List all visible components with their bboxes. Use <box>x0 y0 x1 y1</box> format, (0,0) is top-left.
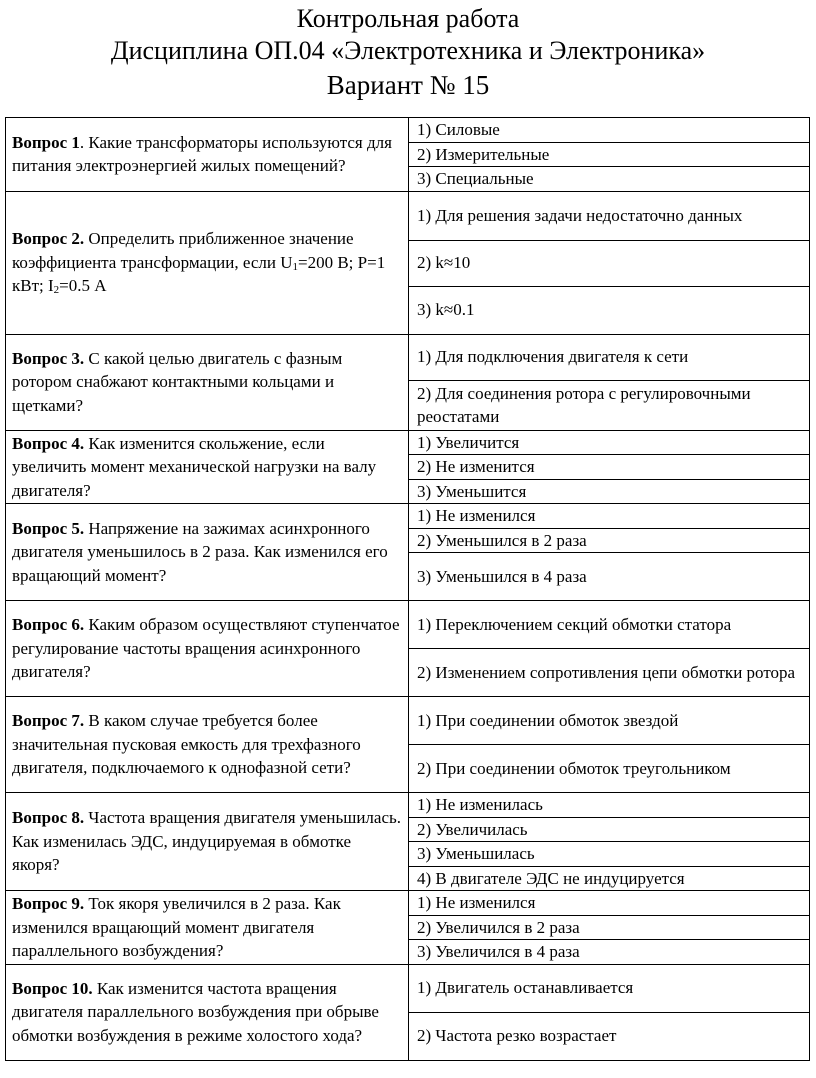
answer-2-1: 1) Для решения задачи недостаточно данных <box>409 191 810 240</box>
answer-2-3: 3) k≈0.1 <box>409 286 810 334</box>
table-row <box>6 601 810 649</box>
question-3: Вопрос 3. С какой целью двигатель с фазным ротором снабжают контактными кольцами и щетками? <box>6 334 409 430</box>
answer-3-2: 2) Для соединения ротора с регулировочными реостатами <box>409 380 810 430</box>
table-row <box>6 334 810 380</box>
answer-5-1: 1) Не изменился <box>409 504 810 529</box>
answer-7-1: 1) При соединении обмоток звездой <box>409 697 810 745</box>
table-row <box>6 430 810 455</box>
answer-8-3: 3) Уменьшилась <box>409 842 810 867</box>
table-row <box>6 191 810 240</box>
answer-1-1: 1) Силовые <box>409 118 810 143</box>
answer-9-2: 2) Увеличился в 2 раза <box>409 915 810 940</box>
answer-8-2: 2) Увеличилась <box>409 817 810 842</box>
answer-1-3: 3) Специальные <box>409 167 810 192</box>
document-header <box>0 0 816 103</box>
answer-4-1: 1) Увеличится <box>409 430 810 455</box>
answer-6-1: 1) Переключением секций обмотки статора <box>409 601 810 649</box>
table-row <box>6 697 810 745</box>
answer-10-1: 1) Двигатель останавливается <box>409 964 810 1012</box>
question-2: Вопрос 2. Определить приближенное значение коэффициента трансформации, если $U_1=200$ В; P=1 кВт; $I_2=0.5$ А <box>6 191 409 334</box>
question-7: Вопрос 7. В каком случае требуется более значительная пусковая емкость для трехфазного двигателя, подключаемого к однофазной сети? <box>6 697 409 793</box>
answer-9-1: 1) Не изменился <box>409 891 810 916</box>
table-row <box>6 964 810 1012</box>
questions-table <box>5 117 810 1061</box>
table-row <box>6 504 810 529</box>
variant-title: Вариант № 15 <box>326 70 490 100</box>
table-row <box>6 793 810 818</box>
answer-5-3: 3) Уменьшился в 4 раза <box>409 553 810 601</box>
question-10: Вопрос 10. Как изменится частота вращения двигателя параллельного возбуждения при обрыве обмотки возбуждения в режиме холостого хода? <box>6 964 409 1060</box>
answer-2-2: 2) k≈10 <box>409 240 810 286</box>
answer-9-3: 3) Увеличился в 4 раза <box>409 940 810 965</box>
doc-title: Контрольная работа <box>296 4 520 33</box>
answer-7-2: 2) При соединении обмоток треугольником <box>409 745 810 793</box>
answer-6-2: 2) Изменением сопротивления цепи обмотки ротора <box>409 649 810 697</box>
question-1: Вопрос 1. Какие трансформаторы используются для питания электроэнергией жилых помещений? <box>6 118 409 192</box>
question-5: Вопрос 5. Напряжение на зажимах асинхронного двигателя уменьшилось в 2 раза. Как изменился его вращающий момент? <box>6 504 409 601</box>
question-9: Вопрос 9. Ток якоря увеличился в 2 раза. Как изменился вращающий момент двигателя параллельного возбуждения? <box>6 891 409 965</box>
answer-8-4: 4) В двигателе ЭДС не индуцируется <box>409 866 810 891</box>
answer-4-2: 2) Не изменится <box>409 455 810 480</box>
answer-5-2: 2) Уменьшился в 2 раза <box>409 528 810 553</box>
answer-4-3: 3) Уменьшится <box>409 479 810 504</box>
answer-1-2: 2) Измерительные <box>409 142 810 167</box>
answer-8-1: 1) Не изменилась <box>409 793 810 818</box>
table-row <box>6 891 810 916</box>
answer-10-2: 2) Частота резко возрастает <box>409 1012 810 1060</box>
table-row <box>6 118 810 143</box>
question-4: Вопрос 4. Как изменится скольжение, если увеличить момент механической нагрузки на валу двигателя? <box>6 430 409 504</box>
answer-3-1: 1) Для подключения двигателя к сети <box>409 334 810 380</box>
discipline-title: Дисциплина ОП.04 «Электротехника и Электроника» <box>110 36 706 65</box>
question-8: Вопрос 8. Частота вращения двигателя уменьшилась. Как изменилась ЭДС, индуцируемая в обмотке якоря? <box>6 793 409 891</box>
question-6: Вопрос 6. Каким образом осуществляют ступенчатое регулирование частоты вращения асинхронного двигателя? <box>6 601 409 697</box>
